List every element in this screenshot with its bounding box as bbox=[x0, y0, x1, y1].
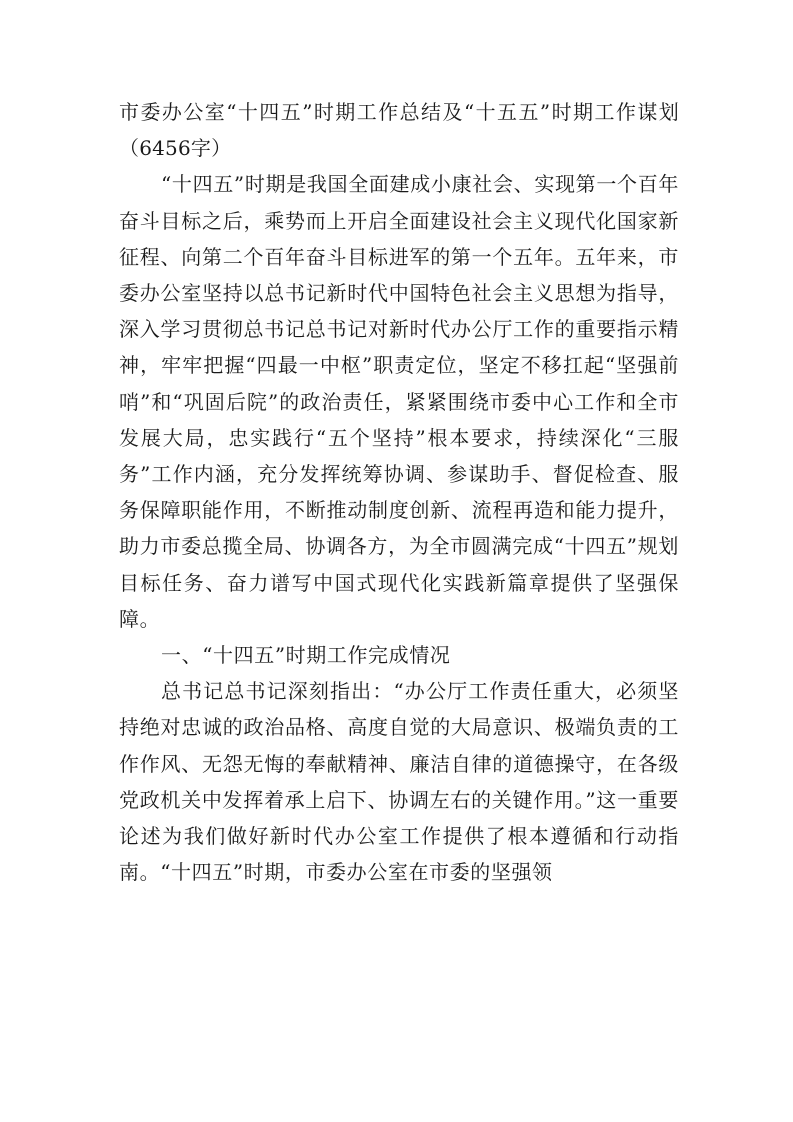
document-title: 市委办公室“十四五”时期工作总结及“十五五”时期工作谋划（6456字） bbox=[119, 100, 679, 161]
document-body bbox=[119, 94, 679, 890]
paragraph-body: 总书记总书记深刻指出：“办公厅工作责任重大，必须坚持绝对忠诚的政治品格、高度自觉的大局意识、极端负责的工作作风、无怨无悔的奉献精神、廉洁自律的道德操守，在各级党政机关中发挥着承上启下、协调左右的关键作用。”这一重要论述为我们做好新时代办公室工作提供了根本遵循和行动指南。“十四五”时期，市委办公室在市委的坚强领 bbox=[119, 679, 679, 885]
paragraph-intro: “十四五”时期是我国全面建成小康社会、实现第一个百年奋斗目标之后，乘势而上开启全面建设社会主义现代化国家新征程、向第二个百年奋斗目标进军的第一个五年。五年来，市委办公室坚持以总书记新时代中国特色社会主义思想为指导，深入学习贯彻总书记总书记对新时代办公厅工作的重要指示精神，牢牢把握“四最一中枢”职责定位，坚定不移扛起“坚强前哨”和“巩固后院”的政治责任，紧紧围绕市委中心工作和全市发展大局，忠实践行“五个坚持”根本要求，持续深化“三服务”工作内涵，充分发挥统筹协调、参谋助手、督促检查、服务保障职能作用，不断推动制度创新、流程再造和能力提升，助力市委总揽全局、协调各方，为全市圆满完成“十四五”规划目标任务、奋力谱写中国式现代化实践新篇章提供了坚强保障。 bbox=[119, 172, 679, 631]
section-heading: 一、“十四五”时期工作完成情况 bbox=[161, 643, 451, 668]
